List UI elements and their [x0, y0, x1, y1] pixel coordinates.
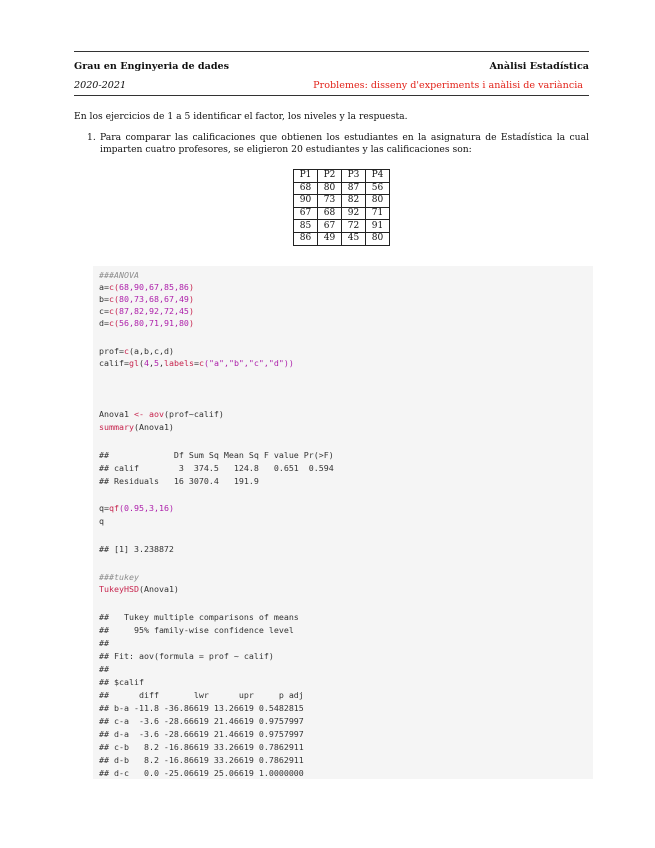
table-row [294, 207, 390, 220]
output-residuals: ## Residuals 16 3070.4 191.9 [99, 476, 259, 486]
table-cell: 72 [342, 220, 366, 233]
tukey-output-line: ## [99, 664, 109, 674]
tukey-output-line: ## [99, 638, 109, 648]
code-token: , [148, 358, 154, 368]
code-token: c= [99, 306, 109, 316]
table-row [294, 232, 390, 245]
table-cell: 80 [366, 232, 390, 245]
code-token: a= [99, 282, 109, 292]
code-token: c( [109, 294, 119, 304]
subject-title: Anàlisi Estadística [489, 61, 589, 72]
table-header-cell: P4 [366, 170, 390, 183]
table-cell: 56 [366, 182, 390, 195]
topic-title: Problemes: disseny d'experiments i anàlisi de variància [313, 80, 583, 91]
tukey-output-line: ## d-c 0.0 -25.06619 25.06619 1.0000000 [99, 768, 304, 778]
code-line-calif [99, 358, 294, 369]
code-token: 56,80,71,91,80 [119, 318, 189, 328]
code-line-summary [99, 422, 174, 433]
table-cell: 49 [318, 232, 342, 245]
tukey-output-line: ## b-a -11.8 -36.86619 13.26619 0.5482815 [99, 703, 304, 713]
table-header-cell: P1 [294, 170, 318, 183]
code-line-prof [99, 346, 174, 357]
code-token: b= [99, 294, 109, 304]
output-calif: ## calif 3 374.5 124.8 0.651 0.594 [99, 463, 334, 473]
r-code-block [93, 266, 593, 779]
intro-text: En los ejercicios de 1 a 5 identificar el factor, los niveles y la respuesta. [74, 111, 408, 122]
code-token: labels [163, 358, 194, 368]
code-line-q-print: q [99, 516, 104, 526]
tukey-output-line: ## Fit: aov(formula = prof ~ calif) [99, 651, 274, 661]
table-cell: 45 [342, 232, 366, 245]
code-token: c [198, 358, 204, 368]
table-header-row [294, 170, 390, 183]
code-token: Anova1 [99, 409, 134, 419]
table-row [294, 182, 390, 195]
code-token: (Anova1) [133, 422, 174, 432]
table-cell: 73 [318, 195, 342, 208]
code-token: 4 [143, 358, 149, 368]
output-header: ## Df Sum Sq Mean Sq F value Pr(>F) [99, 450, 334, 460]
grades-table [293, 169, 390, 246]
code-token: prof= [99, 346, 124, 356]
tukey-output-line: ## d-b 8.2 -16.86619 33.26619 0.7862911 [99, 755, 304, 765]
tukey-output-line: ## d-a -3.6 -28.66619 21.46619 0.9757997 [99, 729, 304, 739]
code-token: TukeyHSD [99, 584, 139, 594]
table-cell: 68 [318, 207, 342, 220]
exercise-text: Para comparar las calificaciones que obtienen los estudiantes en la asignatura de Estadística la cual imparten cuatro profesores, se eligieron 20 estudiantes y las calificaciones son: [100, 132, 589, 155]
code-line-c [99, 306, 194, 317]
tukey-output-line: ## c-b 8.2 -16.86619 33.26619 0.7862911 [99, 742, 304, 752]
tukey-output-line: ## diff lwr upr p adj [99, 690, 304, 700]
code-token: , [158, 358, 164, 368]
code-token: ) [188, 294, 194, 304]
table-cell: 82 [342, 195, 366, 208]
code-token: <- [133, 409, 144, 419]
table-cell: 92 [342, 207, 366, 220]
code-line-d [99, 318, 194, 329]
code-line-aov [99, 409, 224, 420]
table-cell: 85 [294, 220, 318, 233]
code-token: = [193, 358, 199, 368]
code-token: 5 [153, 358, 159, 368]
code-token: c( [109, 318, 119, 328]
table-cell: 71 [366, 207, 390, 220]
code-token: q= [99, 503, 109, 513]
table-cell: 80 [318, 182, 342, 195]
table-cell: 86 [294, 232, 318, 245]
code-line-tukey [99, 584, 179, 595]
table-cell: 80 [366, 195, 390, 208]
course-title: Grau en Enginyeria de dades [74, 61, 230, 72]
tukey-output-line: ## 95% family-wise confidence level [99, 625, 294, 635]
code-line-q [99, 503, 174, 514]
code-token: calif= [99, 358, 129, 368]
anova-comment: ###ANOVA [99, 270, 139, 280]
table-header-cell: P2 [318, 170, 342, 183]
code-token: ( [138, 358, 144, 368]
code-line-a [99, 282, 194, 293]
code-token: (a,b,c,d) [128, 346, 174, 356]
table-header-cell: P3 [342, 170, 366, 183]
tukey-output-line: ## $calif [99, 677, 144, 687]
code-token: ("a","b","c","d")) [203, 358, 294, 368]
code-token: ) [188, 306, 194, 316]
table-cell: 68 [294, 182, 318, 195]
academic-year: 2020-2021 [74, 80, 127, 91]
output-q: ## [1] 3.238872 [99, 544, 174, 554]
table-cell: 91 [366, 220, 390, 233]
tukey-output-line: ## Tukey multiple comparisons of means [99, 612, 299, 622]
table-row [294, 195, 390, 208]
code-token: aov [143, 409, 164, 419]
table-cell: 67 [318, 220, 342, 233]
code-token: 80,73,68,67,49 [119, 294, 189, 304]
header-top-rule [74, 51, 589, 52]
tukey-output-line: ## c-a -3.6 -28.66619 21.46619 0.9757997 [99, 716, 304, 726]
table-cell: 87 [342, 182, 366, 195]
code-line-b [99, 294, 194, 305]
exercise-number: 1. [87, 132, 96, 143]
header-bottom-rule [74, 95, 589, 96]
code-token: (0.95,3,16) [119, 503, 174, 513]
table-cell: 67 [294, 207, 318, 220]
code-token: summary [99, 422, 134, 432]
code-token: c( [109, 282, 119, 292]
code-token: 87,82,92,72,45 [119, 306, 189, 316]
table-cell: 90 [294, 195, 318, 208]
code-token: 68,90,67,85,86 [119, 282, 189, 292]
code-token: gl [128, 358, 139, 368]
table-row [294, 220, 390, 233]
code-token: c [123, 346, 129, 356]
code-token: (Anova1) [138, 584, 179, 594]
tukey-comment: ###tukey [99, 572, 139, 582]
code-token: d= [99, 318, 109, 328]
code-token: c( [109, 306, 119, 316]
code-token: ) [188, 318, 194, 328]
code-token: ) [188, 282, 194, 292]
code-token: (prof~calif) [163, 409, 224, 419]
code-token: qf [109, 503, 119, 513]
